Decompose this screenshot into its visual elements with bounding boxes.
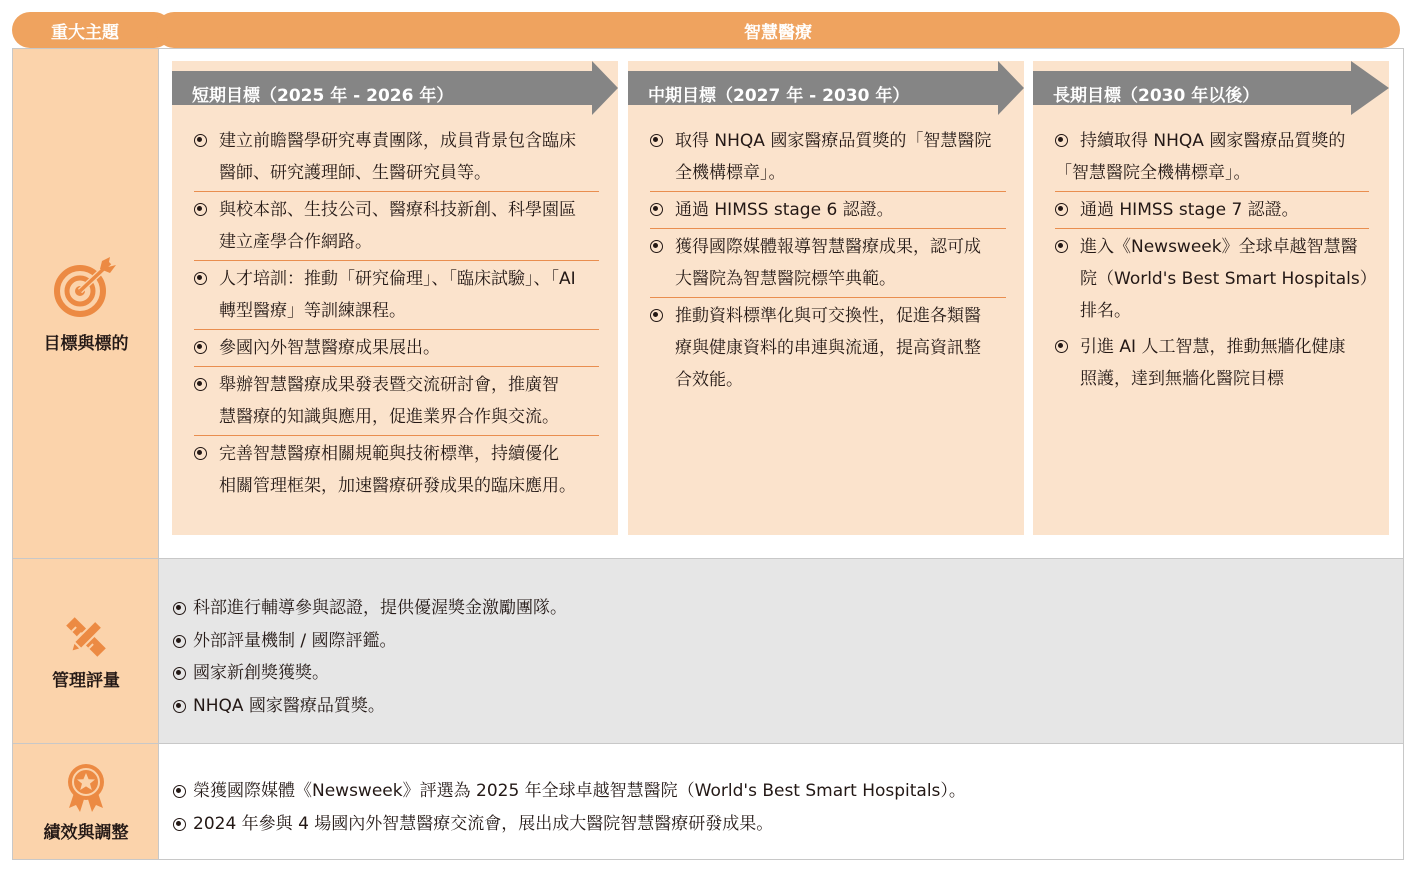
goal-item: 舉辦智慧醫療成果發表暨交流研討會，推廣智 慧醫療的知識與應用，促進業界合作與交流。 [194, 369, 599, 436]
bullet-icon [650, 309, 663, 322]
row-label-goals [13, 49, 159, 559]
bullet-icon [173, 785, 186, 798]
bullet-icon [194, 134, 207, 147]
bullet-icon [194, 203, 207, 216]
list-item: 科部進行輔導參與認證，提供優渥獎金激勵團隊。 [173, 592, 567, 625]
row-label-performance [13, 744, 159, 859]
performance-list [173, 775, 966, 840]
bullet-icon [650, 203, 663, 216]
goal-item: 參國內外智慧醫療成果展出。 [194, 332, 599, 367]
goal-item: 獲得國際媒體報導智慧醫療成果，認可成 大醫院為智慧醫院標竿典範。 [650, 231, 1006, 298]
list-item: 榮獲國際媒體《Newsweek》評選為 2025 年全球卓越智慧醫院（World's Best Smart Hospitals）。 [173, 775, 966, 808]
bullet-icon [650, 134, 663, 147]
goal-item: 推動資料標準化與可交換性，促進各類醫 療與健康資料的串連與流通，提高資訊整 合效能。 [650, 300, 1006, 398]
mid-term-goals-title: 中期目標（2027 年 - 2030 年） [648, 86, 910, 106]
mid-term-goals-panel [628, 61, 1024, 535]
goal-item: 進入《Newsweek》全球卓越智慧醫 院（World's Best Smart Hospitals） 排名。 [1055, 231, 1369, 329]
goal-item: 通過 HIMSS stage 6 認證。 [650, 194, 1006, 229]
list-item: 國家新創獎獲獎。 [173, 657, 567, 690]
list-item: NHQA 國家醫療品質獎。 [173, 690, 567, 723]
goal-item: 完善智慧醫療相關規範與技術標準，持續優化 相關管理框架，加速醫療研發成果的臨床應用。 [194, 438, 599, 504]
bullet-icon [1055, 203, 1068, 216]
row-label-management [13, 559, 159, 743]
goal-item: 與校本部、生技公司、醫療科技新創、科學園區 建立產學合作網路。 [194, 194, 599, 261]
bullet-icon [650, 240, 663, 253]
list-item: 2024 年參與 4 場國內外智慧醫療交流會，展出成大醫院智慧醫療研發成果。 [173, 808, 966, 841]
bullet-icon [194, 272, 207, 285]
bullet-icon [173, 602, 186, 615]
bullet-icon [194, 447, 207, 460]
goal-item: 人才培訓：推動「研究倫理」、「臨床試驗」、「AI 轉型醫療」等訓練課程。 [194, 263, 599, 330]
bullet-icon [173, 635, 186, 648]
short-term-goals-title: 短期目標（2025 年 - 2026 年） [192, 86, 454, 106]
row-divider [13, 743, 1403, 744]
bullet-icon [173, 667, 186, 680]
bullet-icon [1055, 240, 1068, 253]
goal-item: 持續取得 NHQA 國家醫療品質獎的 「智慧醫院全機構標章」。 [1055, 125, 1369, 192]
bullet-icon [173, 700, 186, 713]
target-icon [50, 257, 122, 321]
management-list [173, 592, 567, 722]
bullet-icon [194, 378, 207, 391]
bullet-icon [173, 818, 186, 831]
goal-item: 建立前瞻醫學研究專責團隊，成員背景包含臨床 醫師、研究護理師、生醫研究員等。 [194, 125, 599, 192]
bullet-icon [194, 341, 207, 354]
header-topic-label: 重大主題 [12, 12, 172, 48]
topic-table [12, 48, 1404, 860]
list-item: 外部評量機制 / 國際評鑑。 [173, 625, 567, 658]
goal-item: 通過 HIMSS stage 7 認證。 [1055, 194, 1369, 229]
bullet-icon [1055, 340, 1068, 353]
header-topic-title: 智慧醫療 [156, 12, 1400, 48]
row-label-text: 目標與標的 [43, 334, 129, 354]
award-medal-icon [63, 762, 109, 818]
long-term-goals-title: 長期目標（2030 年以後） [1053, 86, 1260, 106]
goal-item: 取得 NHQA 國家醫療品質獎的「智慧醫院 全機構標章」。 [650, 125, 1006, 192]
bullet-icon [1055, 134, 1068, 147]
long-term-goals-panel [1033, 61, 1389, 535]
pencil-ruler-icon [62, 613, 110, 665]
goal-item: 引進 AI 人工智慧，推動無牆化健康 照護，達到無牆化醫院目標 [1055, 331, 1369, 397]
row-label-text: 管理評量 [52, 671, 120, 691]
short-term-goals-panel [172, 61, 618, 535]
row-label-text: 績效與調整 [43, 823, 129, 843]
